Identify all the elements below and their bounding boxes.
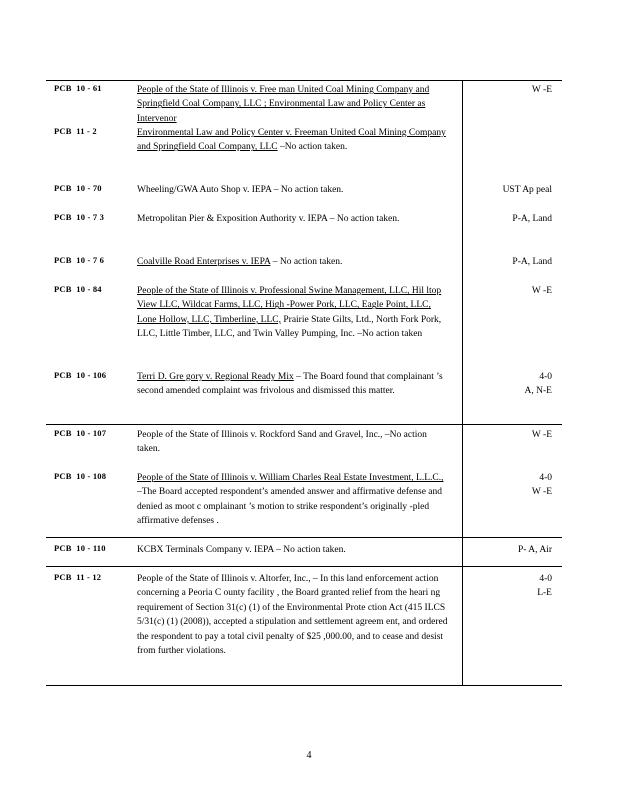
disposition-line: 4-0 — [539, 574, 552, 584]
case-description — [137, 212, 449, 226]
case-description — [137, 572, 449, 658]
case-number: PCB 10 - 108 — [54, 471, 107, 481]
case-title: Environmental Law and Policy Center v. Freeman United Coal Mining Company and Springfield Coal Company, LLC — [137, 128, 446, 153]
case-description — [137, 428, 449, 457]
case-description — [137, 83, 449, 126]
case-title: People of the State of Illinois v. Professional Swine Management, LLC, Hil ltop View LLC, Wildcat Farms, LLC, High -Power Pork, LLC, Eagle Point, LLC, Lone Hollow, LLC, Timberline, LLC, — [137, 286, 442, 325]
disposition-line: P- A, Air — [517, 545, 552, 555]
disposition — [462, 370, 552, 399]
disposition — [462, 572, 552, 601]
case-note: –The Board accepted respondent’s amended answer and affirmative defense and denied as moot c omplainant ’s motion to strike respondent’s originally -pled affirmative defenses . — [137, 487, 443, 527]
case-description — [137, 543, 449, 557]
case-note: People of the State of Illinois v. Altorfer, Inc., – In this land enforcement action concerning a Peoria C ounty facility , the Board granted relief from the heari ng requirement of Section 31(c) (1) of the Environmental Prote ction Act (415 ILCS 5/31(c) (1) (2008)), accepted a stipulation and settlement agreem ent, and ordered the respondent to pay a total civil penalty of $25 ,000.00, and to cease and desist from further violations. — [137, 574, 448, 657]
disposition-line: L-E — [537, 588, 552, 599]
disposition — [462, 83, 552, 97]
table-rule — [46, 424, 562, 425]
table-top-rule — [46, 80, 562, 81]
disposition-line: W -E — [531, 85, 552, 95]
case-title: Terri D. Gre gory v. Regional Ready Mix — [137, 372, 294, 382]
disposition-line: UST Ap peal — [502, 185, 552, 195]
case-number: PCB 10 - 110 — [54, 543, 106, 553]
disposition-line: W -E — [531, 430, 552, 440]
case-title: Coalville Road Enterprises v. IEPA — [137, 257, 271, 267]
disposition — [462, 212, 552, 226]
disposition-line: 4-0 — [539, 372, 552, 382]
disposition-line: P-A, Land — [512, 257, 552, 267]
case-note: KCBX Terminals Company v. IEPA – No action taken. — [137, 545, 346, 555]
disposition — [462, 543, 552, 557]
case-number: PCB 11 - 2 — [54, 126, 97, 136]
case-description — [137, 284, 449, 342]
table-rule — [46, 537, 562, 538]
case-description — [137, 370, 449, 399]
disposition-line: 4-0 — [539, 473, 552, 483]
disposition-line: A, N-E — [524, 386, 552, 397]
case-note: –No action taken. — [277, 142, 348, 153]
case-note: Wheeling/GWA Auto Shop v. IEPA – No action taken. — [137, 185, 344, 195]
disposition-line: P-A, Land — [512, 214, 552, 224]
case-description — [137, 183, 449, 197]
disposition — [462, 284, 552, 298]
disposition-line: W -E — [531, 487, 552, 498]
case-description — [137, 126, 449, 155]
disposition — [462, 428, 552, 442]
disposition — [462, 183, 552, 197]
case-description — [137, 255, 449, 269]
case-title: People of the State of Illinois v. William Charles Real Estate Investment, L.L.C., — [137, 473, 444, 483]
table-bottom-rule — [46, 685, 562, 686]
case-note: – No action taken. — [270, 257, 343, 267]
case-number: PCB 10 - 61 — [54, 83, 102, 93]
case-title: People of the State of Illinois v. Free man United Coal Mining Company and Springfield Coal Company, LLC ; Environmental Law and Policy Center as Intervenor — [137, 85, 430, 124]
case-number: PCB 10 - 7 3 — [54, 212, 105, 222]
disposition-line: W -E — [531, 286, 552, 296]
case-note: Prairie State Gilts, Ltd., North Fork Pork, LLC, Little Timber, LLC, and Twin Valley Pumping, Inc. –No action taken — [137, 314, 442, 340]
case-note: – The Board found that complainant ’s second amended complaint was frivolous and dismissed this matter. — [137, 372, 443, 397]
case-number: PCB 10 - 107 — [54, 428, 107, 438]
case-number: PCB 10 - 106 — [54, 370, 107, 380]
case-note: People of the State of Illinois v. Rockford Sand and Gravel, Inc., –No action taken. — [137, 430, 427, 455]
case-number: PCB 10 - 7 6 — [54, 255, 105, 265]
case-number: PCB 10 - 70 — [54, 183, 102, 193]
disposition — [462, 471, 552, 500]
case-note: Metropolitan Pier & Exposition Authority v. IEPA – No action taken. — [137, 214, 400, 224]
disposition — [462, 255, 552, 269]
table-rule — [46, 566, 562, 567]
case-number: PCB 11 - 12 — [54, 572, 102, 582]
page-number: 4 — [306, 750, 312, 761]
case-number: PCB 10 - 84 — [54, 284, 102, 294]
case-description — [137, 471, 449, 529]
